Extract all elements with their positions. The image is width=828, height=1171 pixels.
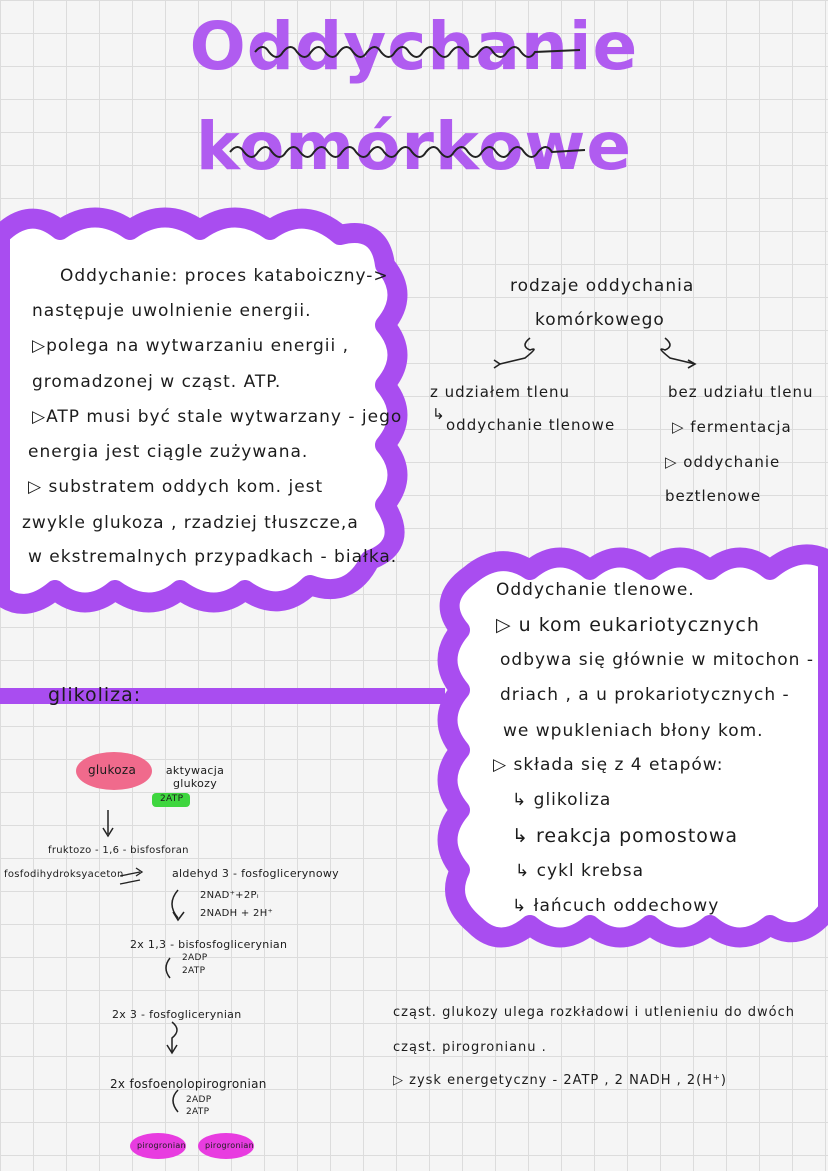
bpg-label: 2x 1,3 - bisfosfoglicerynian <box>130 938 288 951</box>
left-box-line-5: ▷ATP musi być stale wytwarzany - jego <box>32 407 403 427</box>
types-left-label: z udziałem tlenu <box>430 383 571 401</box>
right-box-line-2: ▷ u kom eukariotycznych <box>496 614 760 636</box>
right-box-line-4: driach , a u prokariotycznych - <box>500 685 790 705</box>
stage-1-label: glikoliza <box>533 790 612 810</box>
stage-3-label: cykl krebsa <box>536 861 645 881</box>
summary-line-2: cząst. pirogronianu . <box>393 1040 547 1055</box>
left-box-line-9: w ekstremalnych przypadkach - białka. <box>28 547 398 567</box>
nad-in-label: 2NAD⁺+2Pᵢ <box>200 890 259 901</box>
right-box-line-5: we wpukleniach błony kom. <box>503 721 764 741</box>
types-right-item-1: ▷ fermentacja <box>672 418 792 436</box>
stage-4-label: łańcuch oddechowy <box>533 896 720 916</box>
title-line-1: Oddychanie <box>189 8 639 85</box>
right-box-line-1: Oddychanie tlenowe. <box>496 580 695 600</box>
glukoza-label: glukoza <box>88 763 137 777</box>
types-right-item-3: beztlenowe <box>665 487 762 505</box>
pep-label: 2x fosfoenolopirogronian <box>110 1077 267 1091</box>
left-box-line-7: ▷ substratem oddych kom. jest <box>28 477 324 497</box>
left-box-line-2: następuje uwolnienie energii. <box>32 301 312 321</box>
gap-label: aldehyd 3 - fosfoglicerynowy <box>172 867 339 880</box>
left-box-line-8: zwykle glukoza , rzadziej tłuszcze,a <box>22 513 359 533</box>
left-box-line-1: Oddychanie: proces kataboiczny-> <box>60 266 389 286</box>
left-box-line-4: gromadzonej w cząst. ATP. <box>32 372 282 392</box>
stage-2: ↳ reakcja pomostowa <box>512 825 739 847</box>
types-right-label: bez udziału tlenu <box>668 383 814 401</box>
atp-badge-label: 2ATP <box>160 794 184 804</box>
types-left-item: oddychanie tlenowe <box>446 416 616 434</box>
types-arrows <box>490 330 710 375</box>
pyruvate-label-2: pirogronian <box>205 1141 254 1150</box>
right-box-line-6: ▷ składa się z 4 etapów: <box>493 755 724 775</box>
summary-line-3: ▷ zysk energetyczny - 2ATP , 2 NADH , 2(H⁺) <box>393 1073 727 1088</box>
pyruvate-label-1: pirogronian <box>137 1141 186 1150</box>
pg3-label: 2x 3 - fosfoglicerynian <box>112 1008 242 1021</box>
left-box-line-6: energia jest ciągle zużywana. <box>28 442 309 462</box>
dhap-label: fosfodihydroksyaceton <box>4 869 124 880</box>
activation-label: aktywacja glukozy <box>165 764 225 790</box>
types-right-item-2: ▷ oddychanie <box>665 453 781 471</box>
adp1-label: 2ADP <box>182 953 208 963</box>
title-scribble <box>0 0 828 200</box>
stage-1: ↳ glikoliza <box>512 790 612 810</box>
types-header-2: komórkowego <box>535 310 665 330</box>
right-box-line-3: odbywa się głównie w mitochon - <box>500 650 814 670</box>
stage-2-label: reakcja pomostowa <box>535 825 739 847</box>
title-line-2: komórkowe <box>195 108 633 185</box>
stage-4: ↳ łańcuch oddechowy <box>512 896 720 916</box>
left-box-line-3: ▷polega na wytwarzaniu energii , <box>32 336 350 356</box>
summary-line-1: cząst. glukozy ulega rozkładowi i utlenieniu do dwóch <box>393 1005 795 1020</box>
adp2-label: 2ADP <box>186 1095 212 1105</box>
atp2-label: 2ATP <box>186 1107 210 1117</box>
stage-3: ↳ cykl krebsa <box>515 861 645 881</box>
atp1-label: 2ATP <box>182 966 206 976</box>
nadh-out-label: 2NADH + 2H⁺ <box>200 908 274 919</box>
glikoliza-label: glikoliza: <box>48 684 142 706</box>
types-header-1: rodzaje oddychania <box>510 276 695 296</box>
fructose-label: fruktozo - 1,6 - bisfosforan <box>48 845 189 856</box>
types-left-arrow: ↳ <box>432 405 446 423</box>
